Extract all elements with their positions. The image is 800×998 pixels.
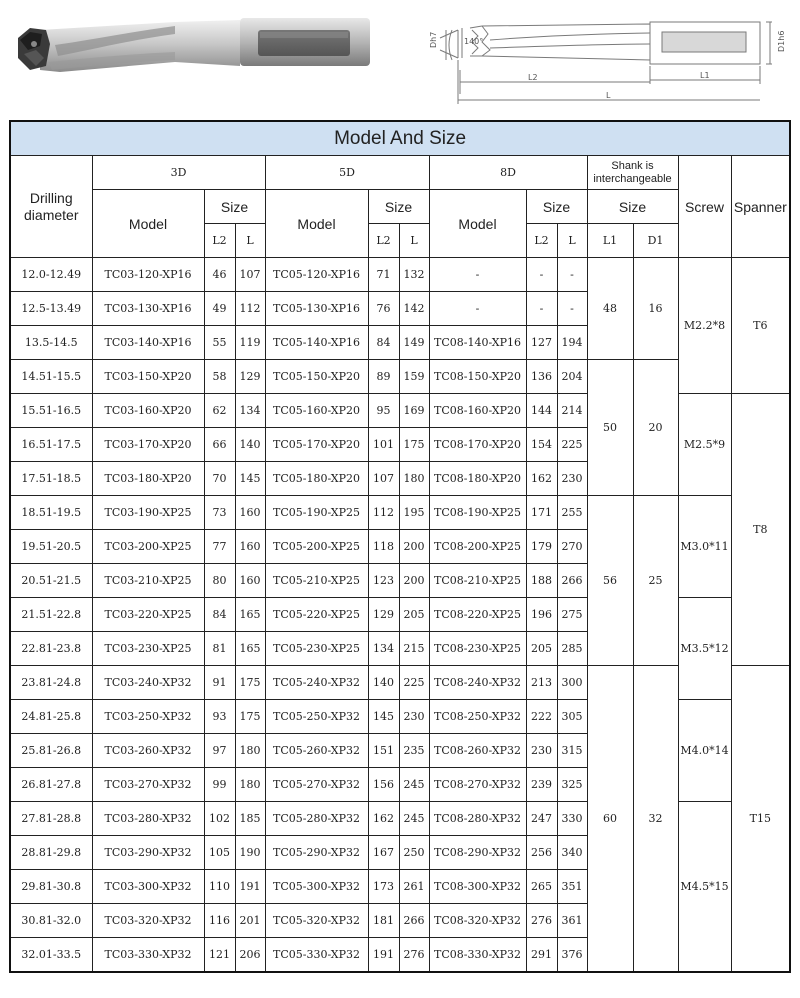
size-3d-header: Size bbox=[204, 190, 265, 224]
group-5d-header: 5D bbox=[265, 156, 429, 190]
dimension-drawing bbox=[400, 0, 800, 118]
l-5d-cell: 266 bbox=[399, 904, 429, 938]
l2-5d-cell: 173 bbox=[368, 870, 399, 904]
model-5d-cell: TC05-290-XP32 bbox=[265, 836, 368, 870]
l-8d-cell: 204 bbox=[557, 360, 587, 394]
l-5d-cell: 225 bbox=[399, 666, 429, 700]
l-3d-cell: 107 bbox=[235, 258, 265, 292]
model-5d-cell: TC05-230-XP25 bbox=[265, 632, 368, 666]
l-8d-cell: 285 bbox=[557, 632, 587, 666]
shank-d1-cell: 25 bbox=[633, 496, 678, 666]
l-5d-cell: 132 bbox=[399, 258, 429, 292]
model-5d-cell: TC05-180-XP20 bbox=[265, 462, 368, 496]
l-5d-cell: 250 bbox=[399, 836, 429, 870]
l-3d-cell: 165 bbox=[235, 632, 265, 666]
dim-d1h6-label: D1h6 bbox=[777, 30, 786, 52]
l2-8d-cell: 179 bbox=[526, 530, 557, 564]
l-3d-cell: 140 bbox=[235, 428, 265, 462]
l2-3d-cell: 73 bbox=[204, 496, 235, 530]
l2-5d-cell: 76 bbox=[368, 292, 399, 326]
screw-header: Screw bbox=[678, 156, 731, 258]
l-3d-cell: 191 bbox=[235, 870, 265, 904]
l-8d-cell: - bbox=[557, 258, 587, 292]
l-5d-cell: 215 bbox=[399, 632, 429, 666]
drilling-diameter-cell: 21.51-22.8 bbox=[10, 598, 92, 632]
l2-8d-cell: 162 bbox=[526, 462, 557, 496]
model-5d-cell: TC05-300-XP32 bbox=[265, 870, 368, 904]
shank-d1-cell: 32 bbox=[633, 666, 678, 973]
model-8d-cell: TC08-170-XP20 bbox=[429, 428, 526, 462]
model-5d-cell: TC05-210-XP25 bbox=[265, 564, 368, 598]
model-3d-header: Model bbox=[92, 190, 204, 258]
l-5d-cell: 200 bbox=[399, 564, 429, 598]
l-8d-cell: 351 bbox=[557, 870, 587, 904]
drilling-diameter-cell: 17.51-18.5 bbox=[10, 462, 92, 496]
model-3d-cell: TC03-290-XP32 bbox=[92, 836, 204, 870]
shank-l1-cell: 48 bbox=[587, 258, 633, 360]
model-3d-cell: TC03-270-XP32 bbox=[92, 768, 204, 802]
l2-5d-cell: 140 bbox=[368, 666, 399, 700]
l2-5d-cell: 151 bbox=[368, 734, 399, 768]
model-3d-cell: TC03-200-XP25 bbox=[92, 530, 204, 564]
l-3d-cell: 160 bbox=[235, 564, 265, 598]
model-3d-cell: TC03-120-XP16 bbox=[92, 258, 204, 292]
shank-note-header: Shank is interchangeable bbox=[587, 156, 678, 190]
dim-dh7-label: Dh7 bbox=[429, 31, 438, 48]
l-3d-cell: 112 bbox=[235, 292, 265, 326]
l2-5d-cell: 167 bbox=[368, 836, 399, 870]
drilling-diameter-cell: 12.5-13.49 bbox=[10, 292, 92, 326]
l2-5d-cell: 191 bbox=[368, 938, 399, 973]
drill-render-image bbox=[0, 0, 400, 118]
l2-3d-cell: 116 bbox=[204, 904, 235, 938]
l-8d-cell: 325 bbox=[557, 768, 587, 802]
table-row bbox=[10, 360, 790, 394]
drilling-diameter-cell: 20.51-21.5 bbox=[10, 564, 92, 598]
table-row bbox=[10, 666, 790, 700]
l2-5d-cell: 162 bbox=[368, 802, 399, 836]
model-3d-cell: TC03-330-XP32 bbox=[92, 938, 204, 973]
model-8d-cell: TC08-270-XP32 bbox=[429, 768, 526, 802]
model-8d-cell: TC08-330-XP32 bbox=[429, 938, 526, 973]
l2-3d-cell: 80 bbox=[204, 564, 235, 598]
l-3d-cell: 129 bbox=[235, 360, 265, 394]
l2-8d-cell: 188 bbox=[526, 564, 557, 598]
product-header bbox=[0, 0, 800, 118]
model-8d-cell: TC08-160-XP20 bbox=[429, 394, 526, 428]
model-5d-cell: TC05-130-XP16 bbox=[265, 292, 368, 326]
l-5d-cell: 245 bbox=[399, 768, 429, 802]
model-3d-cell: TC03-130-XP16 bbox=[92, 292, 204, 326]
model-8d-cell: TC08-240-XP32 bbox=[429, 666, 526, 700]
col-l-3d: L bbox=[235, 224, 265, 258]
l2-3d-cell: 70 bbox=[204, 462, 235, 496]
l2-8d-cell: 154 bbox=[526, 428, 557, 462]
model-8d-cell: TC08-280-XP32 bbox=[429, 802, 526, 836]
spanner-cell: T15 bbox=[731, 666, 790, 973]
l-3d-cell: 175 bbox=[235, 666, 265, 700]
screw-cell: M2.5*9 bbox=[678, 394, 731, 496]
drilling-diameter-cell: 22.81-23.8 bbox=[10, 632, 92, 666]
l-5d-cell: 175 bbox=[399, 428, 429, 462]
l-8d-cell: 255 bbox=[557, 496, 587, 530]
model-3d-cell: TC03-260-XP32 bbox=[92, 734, 204, 768]
screw-cell: M4.5*15 bbox=[678, 802, 731, 973]
l-5d-cell: 235 bbox=[399, 734, 429, 768]
l2-5d-cell: 181 bbox=[368, 904, 399, 938]
table-body bbox=[10, 258, 790, 973]
model-3d-cell: TC03-280-XP32 bbox=[92, 802, 204, 836]
l-8d-cell: 315 bbox=[557, 734, 587, 768]
l2-3d-cell: 110 bbox=[204, 870, 235, 904]
drilling-diameter-cell: 25.81-26.8 bbox=[10, 734, 92, 768]
screw-cell: M3.5*12 bbox=[678, 598, 731, 700]
model-3d-cell: TC03-190-XP25 bbox=[92, 496, 204, 530]
model-3d-cell: TC03-320-XP32 bbox=[92, 904, 204, 938]
l-3d-cell: 185 bbox=[235, 802, 265, 836]
size-5d-header: Size bbox=[368, 190, 429, 224]
l2-8d-cell: 291 bbox=[526, 938, 557, 973]
l-5d-cell: 205 bbox=[399, 598, 429, 632]
model-3d-cell: TC03-150-XP20 bbox=[92, 360, 204, 394]
l-8d-cell: 361 bbox=[557, 904, 587, 938]
model-size-table bbox=[9, 120, 791, 973]
l2-3d-cell: 77 bbox=[204, 530, 235, 564]
l2-5d-cell: 134 bbox=[368, 632, 399, 666]
l-3d-cell: 180 bbox=[235, 734, 265, 768]
model-3d-cell: TC03-300-XP32 bbox=[92, 870, 204, 904]
l2-8d-cell: - bbox=[526, 292, 557, 326]
l2-3d-cell: 84 bbox=[204, 598, 235, 632]
col-l2-8d: L2 bbox=[526, 224, 557, 258]
col-l-8d: L bbox=[557, 224, 587, 258]
l2-3d-cell: 99 bbox=[204, 768, 235, 802]
col-l2-5d: L2 bbox=[368, 224, 399, 258]
model-3d-cell: TC03-230-XP25 bbox=[92, 632, 204, 666]
shank-d1-cell: 16 bbox=[633, 258, 678, 360]
l-8d-cell: - bbox=[557, 292, 587, 326]
l-5d-cell: 149 bbox=[399, 326, 429, 360]
model-5d-cell: TC05-320-XP32 bbox=[265, 904, 368, 938]
l-8d-cell: 305 bbox=[557, 700, 587, 734]
l-5d-cell: 180 bbox=[399, 462, 429, 496]
model-8d-cell: TC08-300-XP32 bbox=[429, 870, 526, 904]
l-8d-cell: 340 bbox=[557, 836, 587, 870]
model-5d-cell: TC05-330-XP32 bbox=[265, 938, 368, 973]
model-8d-header: Model bbox=[429, 190, 526, 258]
l-3d-cell: 160 bbox=[235, 496, 265, 530]
l2-8d-cell: - bbox=[526, 258, 557, 292]
model-5d-cell: TC05-170-XP20 bbox=[265, 428, 368, 462]
l-5d-cell: 261 bbox=[399, 870, 429, 904]
model-3d-cell: TC03-160-XP20 bbox=[92, 394, 204, 428]
l-8d-cell: 230 bbox=[557, 462, 587, 496]
l2-5d-cell: 129 bbox=[368, 598, 399, 632]
l2-5d-cell: 84 bbox=[368, 326, 399, 360]
l-8d-cell: 194 bbox=[557, 326, 587, 360]
shank-l1-cell: 56 bbox=[587, 496, 633, 666]
l2-8d-cell: 230 bbox=[526, 734, 557, 768]
model-3d-cell: TC03-140-XP16 bbox=[92, 326, 204, 360]
group-3d-header: 3D bbox=[92, 156, 265, 190]
l-8d-cell: 376 bbox=[557, 938, 587, 973]
table-row bbox=[10, 496, 790, 530]
model-5d-cell: TC05-200-XP25 bbox=[265, 530, 368, 564]
l2-8d-cell: 222 bbox=[526, 700, 557, 734]
angle-label: 140° bbox=[464, 37, 484, 46]
l2-8d-cell: 276 bbox=[526, 904, 557, 938]
drilling-diameter-cell: 29.81-30.8 bbox=[10, 870, 92, 904]
model-5d-cell: TC05-250-XP32 bbox=[265, 700, 368, 734]
model-8d-cell: TC08-290-XP32 bbox=[429, 836, 526, 870]
l-5d-cell: 159 bbox=[399, 360, 429, 394]
shank-l1-cell: 60 bbox=[587, 666, 633, 973]
model-8d-cell: - bbox=[429, 258, 526, 292]
l2-3d-cell: 102 bbox=[204, 802, 235, 836]
l2-3d-cell: 62 bbox=[204, 394, 235, 428]
model-8d-cell: TC08-320-XP32 bbox=[429, 904, 526, 938]
l2-5d-cell: 145 bbox=[368, 700, 399, 734]
l2-8d-cell: 144 bbox=[526, 394, 557, 428]
model-8d-cell: TC08-220-XP25 bbox=[429, 598, 526, 632]
l2-8d-cell: 265 bbox=[526, 870, 557, 904]
col-d1-shank: D1 bbox=[633, 224, 678, 258]
l2-8d-cell: 205 bbox=[526, 632, 557, 666]
dim-l2-label: L2 bbox=[528, 73, 538, 82]
l2-3d-cell: 46 bbox=[204, 258, 235, 292]
spanner-header: Spanner bbox=[731, 156, 790, 258]
l2-8d-cell: 171 bbox=[526, 496, 557, 530]
drilling-diameter-cell: 18.51-19.5 bbox=[10, 496, 92, 530]
l-8d-cell: 330 bbox=[557, 802, 587, 836]
l2-5d-cell: 89 bbox=[368, 360, 399, 394]
l2-5d-cell: 107 bbox=[368, 462, 399, 496]
dim-l-label: L bbox=[606, 91, 611, 100]
shank-l1-cell: 50 bbox=[587, 360, 633, 496]
l2-3d-cell: 105 bbox=[204, 836, 235, 870]
model-8d-cell: TC08-250-XP32 bbox=[429, 700, 526, 734]
drilling-diameter-header: Drilling diameter bbox=[10, 156, 92, 258]
model-3d-cell: TC03-220-XP25 bbox=[92, 598, 204, 632]
model-8d-cell: TC08-190-XP25 bbox=[429, 496, 526, 530]
l2-3d-cell: 55 bbox=[204, 326, 235, 360]
drilling-diameter-cell: 23.81-24.8 bbox=[10, 666, 92, 700]
l2-5d-cell: 95 bbox=[368, 394, 399, 428]
model-8d-cell: TC08-140-XP16 bbox=[429, 326, 526, 360]
model-5d-cell: TC05-190-XP25 bbox=[265, 496, 368, 530]
model-5d-cell: TC05-220-XP25 bbox=[265, 598, 368, 632]
l2-5d-cell: 101 bbox=[368, 428, 399, 462]
l2-3d-cell: 121 bbox=[204, 938, 235, 973]
table-row bbox=[10, 258, 790, 292]
l-3d-cell: 190 bbox=[235, 836, 265, 870]
l-3d-cell: 134 bbox=[235, 394, 265, 428]
l2-8d-cell: 239 bbox=[526, 768, 557, 802]
model-8d-cell: - bbox=[429, 292, 526, 326]
l-8d-cell: 214 bbox=[557, 394, 587, 428]
l2-8d-cell: 256 bbox=[526, 836, 557, 870]
l-8d-cell: 300 bbox=[557, 666, 587, 700]
l-8d-cell: 270 bbox=[557, 530, 587, 564]
l2-8d-cell: 127 bbox=[526, 326, 557, 360]
l-3d-cell: 165 bbox=[235, 598, 265, 632]
model-8d-cell: TC08-260-XP32 bbox=[429, 734, 526, 768]
model-5d-cell: TC05-120-XP16 bbox=[265, 258, 368, 292]
drilling-diameter-cell: 15.51-16.5 bbox=[10, 394, 92, 428]
screw-cell: M3.0*11 bbox=[678, 496, 731, 598]
spanner-cell: T6 bbox=[731, 258, 790, 394]
l-3d-cell: 201 bbox=[235, 904, 265, 938]
model-8d-cell: TC08-150-XP20 bbox=[429, 360, 526, 394]
model-5d-cell: TC05-240-XP32 bbox=[265, 666, 368, 700]
screw-cell: M2.2*8 bbox=[678, 258, 731, 394]
drilling-diameter-cell: 27.81-28.8 bbox=[10, 802, 92, 836]
shank-d1-cell: 20 bbox=[633, 360, 678, 496]
l-3d-cell: 119 bbox=[235, 326, 265, 360]
dim-l1-label: L1 bbox=[700, 71, 710, 80]
model-5d-cell: TC05-270-XP32 bbox=[265, 768, 368, 802]
col-l-5d: L bbox=[399, 224, 429, 258]
l2-8d-cell: 213 bbox=[526, 666, 557, 700]
model-8d-cell: TC08-200-XP25 bbox=[429, 530, 526, 564]
model-5d-cell: TC05-140-XP16 bbox=[265, 326, 368, 360]
l-8d-cell: 266 bbox=[557, 564, 587, 598]
l-5d-cell: 276 bbox=[399, 938, 429, 973]
l-5d-cell: 200 bbox=[399, 530, 429, 564]
l2-3d-cell: 81 bbox=[204, 632, 235, 666]
l2-5d-cell: 156 bbox=[368, 768, 399, 802]
drilling-diameter-cell: 19.51-20.5 bbox=[10, 530, 92, 564]
l2-5d-cell: 112 bbox=[368, 496, 399, 530]
l-5d-cell: 195 bbox=[399, 496, 429, 530]
screw-cell: M4.0*14 bbox=[678, 700, 731, 802]
l-5d-cell: 245 bbox=[399, 802, 429, 836]
col-l1-shank: L1 bbox=[587, 224, 633, 258]
model-3d-cell: TC03-170-XP20 bbox=[92, 428, 204, 462]
l-3d-cell: 145 bbox=[235, 462, 265, 496]
model-3d-cell: TC03-250-XP32 bbox=[92, 700, 204, 734]
l2-3d-cell: 97 bbox=[204, 734, 235, 768]
spanner-cell: T8 bbox=[731, 394, 790, 666]
l2-8d-cell: 136 bbox=[526, 360, 557, 394]
drilling-diameter-cell: 30.81-32.0 bbox=[10, 904, 92, 938]
size-8d-header: Size bbox=[526, 190, 587, 224]
model-3d-cell: TC03-210-XP25 bbox=[92, 564, 204, 598]
drilling-diameter-cell: 16.51-17.5 bbox=[10, 428, 92, 462]
model-5d-cell: TC05-260-XP32 bbox=[265, 734, 368, 768]
l-3d-cell: 206 bbox=[235, 938, 265, 973]
model-8d-cell: TC08-180-XP20 bbox=[429, 462, 526, 496]
l-3d-cell: 175 bbox=[235, 700, 265, 734]
size-shank-header: Size bbox=[587, 190, 678, 224]
model-5d-header: Model bbox=[265, 190, 368, 258]
l2-3d-cell: 49 bbox=[204, 292, 235, 326]
l-8d-cell: 275 bbox=[557, 598, 587, 632]
l2-3d-cell: 91 bbox=[204, 666, 235, 700]
l-5d-cell: 230 bbox=[399, 700, 429, 734]
l2-3d-cell: 66 bbox=[204, 428, 235, 462]
group-8d-header: 8D bbox=[429, 156, 587, 190]
l2-8d-cell: 247 bbox=[526, 802, 557, 836]
drilling-diameter-cell: 24.81-25.8 bbox=[10, 700, 92, 734]
l2-8d-cell: 196 bbox=[526, 598, 557, 632]
table-title: Model And Size bbox=[10, 121, 790, 156]
drilling-diameter-cell: 12.0-12.49 bbox=[10, 258, 92, 292]
model-3d-cell: TC03-180-XP20 bbox=[92, 462, 204, 496]
model-5d-cell: TC05-160-XP20 bbox=[265, 394, 368, 428]
l2-5d-cell: 118 bbox=[368, 530, 399, 564]
model-3d-cell: TC03-240-XP32 bbox=[92, 666, 204, 700]
model-8d-cell: TC08-230-XP25 bbox=[429, 632, 526, 666]
drilling-diameter-cell: 26.81-27.8 bbox=[10, 768, 92, 802]
l2-3d-cell: 93 bbox=[204, 700, 235, 734]
l2-5d-cell: 123 bbox=[368, 564, 399, 598]
drilling-diameter-cell: 28.81-29.8 bbox=[10, 836, 92, 870]
model-5d-cell: TC05-280-XP32 bbox=[265, 802, 368, 836]
l2-3d-cell: 58 bbox=[204, 360, 235, 394]
model-5d-cell: TC05-150-XP20 bbox=[265, 360, 368, 394]
l-5d-cell: 142 bbox=[399, 292, 429, 326]
l-5d-cell: 169 bbox=[399, 394, 429, 428]
model-8d-cell: TC08-210-XP25 bbox=[429, 564, 526, 598]
l-3d-cell: 180 bbox=[235, 768, 265, 802]
l-3d-cell: 160 bbox=[235, 530, 265, 564]
l2-5d-cell: 71 bbox=[368, 258, 399, 292]
col-l2-3d: L2 bbox=[204, 224, 235, 258]
l-8d-cell: 225 bbox=[557, 428, 587, 462]
drilling-diameter-cell: 13.5-14.5 bbox=[10, 326, 92, 360]
drilling-diameter-cell: 14.51-15.5 bbox=[10, 360, 92, 394]
drilling-diameter-cell: 32.01-33.5 bbox=[10, 938, 92, 973]
